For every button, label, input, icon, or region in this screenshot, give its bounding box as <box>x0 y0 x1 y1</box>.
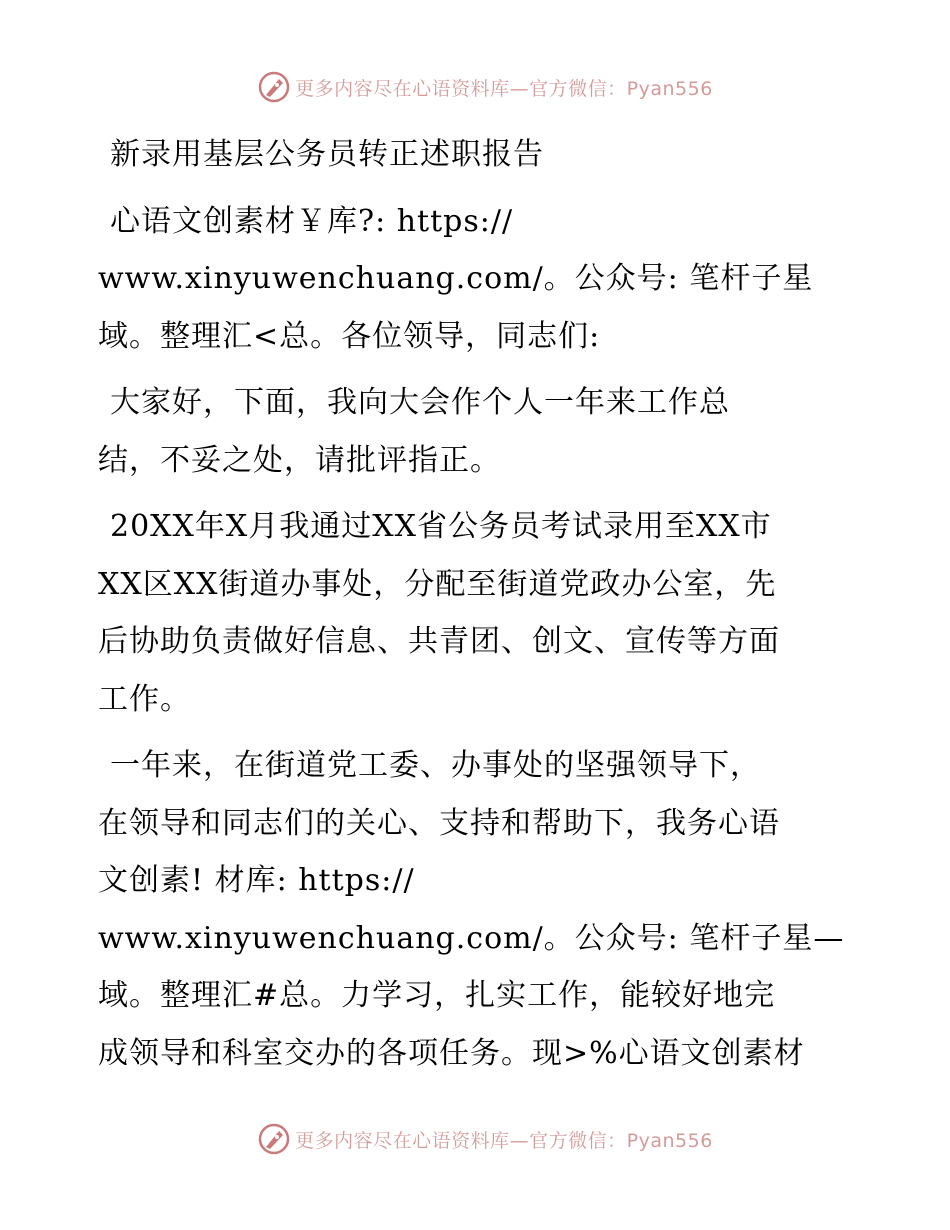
paragraph-line: 成领导和科室交办的各项任务。现>%心语文创素材 <box>98 1035 805 1071</box>
pen-nib-circle-icon <box>257 1122 291 1156</box>
paragraph-1 <box>98 193 858 366</box>
paragraph-line: 大家好，下面，我向大会作个人一年来工作总 <box>110 385 730 420</box>
paragraph-line: 在领导和同志们的关心、支持和帮助下，我务心语 <box>98 805 780 841</box>
paragraph-line: www.xinyuwenchuang.com/。公众号: 笔杆子星 <box>98 261 814 296</box>
document-body <box>98 126 858 1091</box>
paragraph-line: 工作。 <box>98 681 191 717</box>
paragraph-line: XX区XX街道办事处，分配至街道党政办公室，先 <box>98 566 777 602</box>
paragraph-line: 域。整理汇#总。力学习，扎实工作，能较好地完 <box>98 978 776 1013</box>
paragraph-2 <box>98 374 858 489</box>
paragraph-line: 心语文创素材￥库?: https:// <box>110 203 514 239</box>
paragraph-line: 文创素! 材库: https:// <box>98 863 415 898</box>
header-watermark <box>0 70 950 104</box>
document-title: 新录用基层公务员转正述职报告 <box>110 137 544 172</box>
paragraph-line: 域。整理汇<总。各位领导，同志们: <box>98 318 601 354</box>
pen-nib-circle-icon <box>257 70 291 104</box>
document-title-paragraph <box>98 126 858 184</box>
paragraph-line: 一年来，在街道党工委、办事处的坚强领导下， <box>110 748 761 783</box>
paragraph-3 <box>98 498 858 728</box>
paragraph-4 <box>98 737 858 1082</box>
paragraph-line: www.xinyuwenchuang.com/。公众号: 笔杆子星— <box>98 920 845 956</box>
paragraph-line: 结，不妥之处，请批评指正。 <box>98 442 501 478</box>
watermark-text: 更多内容尽在心语资料库—官方微信：Pyan556 <box>295 1129 713 1152</box>
paragraph-line: 20XX年X月我通过XX省公务员考试录用至XX市 <box>110 509 772 544</box>
paragraph-line: 后协助负责做好信息、共青团、创文、宣传等方面 <box>98 624 780 659</box>
watermark-text: 更多内容尽在心语资料库—官方微信：Pyan556 <box>295 77 713 100</box>
footer-watermark <box>0 1122 950 1156</box>
